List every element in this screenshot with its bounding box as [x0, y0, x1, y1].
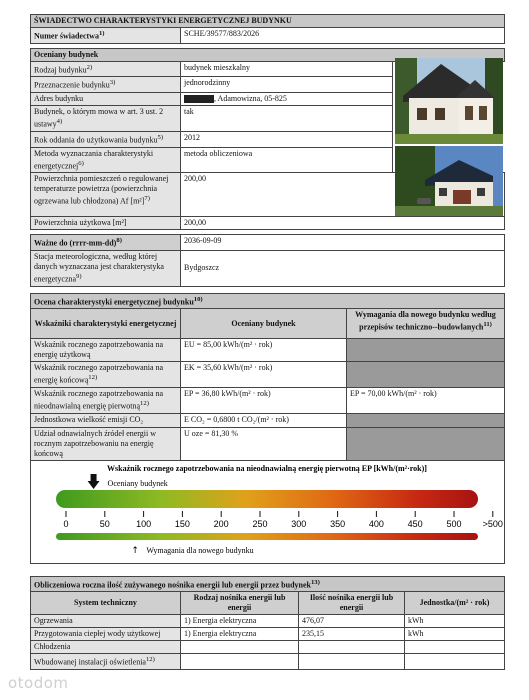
co2-label: Jednostkowa wielkość emisji CO₂	[31, 413, 181, 427]
valid-until-label: Ważne do (rrrr-mm-dd)$^{8)}$	[31, 235, 181, 251]
ep-scale-tick-label: 100	[136, 518, 152, 529]
oze-requirement	[347, 427, 505, 460]
ep-requirement: EP = 70,00 kWh/(m² · rok)	[347, 387, 505, 413]
usage-amount: 476,07	[299, 615, 405, 628]
ep-scale-bar-bottom	[56, 533, 478, 540]
ep-scale-tick-label: 350	[330, 518, 346, 529]
ep-scale-tick-label: 400	[368, 518, 384, 529]
ep-scale-tick-label: 300	[291, 518, 307, 529]
usage-unit: kWh	[405, 615, 505, 628]
certificate-number-label: Numer świadectwa$^{1)}$	[31, 28, 181, 44]
building-method-value: metoda obliczeniowa	[181, 147, 393, 173]
table-row	[31, 641, 505, 654]
table-row	[31, 615, 505, 628]
usage-amount	[299, 654, 405, 670]
table-row	[31, 628, 505, 641]
ep-scale	[31, 461, 504, 563]
building-heated-area-label: Powierzchnia pomieszczeń o regulowanej temperaturze powietrza (powierzchnia ogrzewana lub chłodzona) Af $[m^2]^{7)}$	[31, 173, 181, 217]
ek-value: EK = 35,60 kWh/(m² · rok)	[181, 362, 347, 388]
oze-label: Udział odnawialnych źródeł energii w rocznym zapotrzebowaniu na energię końcową	[31, 427, 181, 460]
usage-amount	[299, 641, 405, 654]
ep-scale-tick-label: 500	[446, 518, 462, 529]
certificate-number-value: SCHE/39577/883/2026	[181, 28, 505, 44]
usage-amount: 235,15	[299, 628, 405, 641]
rating-table	[30, 293, 505, 564]
rating-col-indicators: Wskaźniki charakterystyki energetycznej	[31, 309, 181, 339]
ep-scale-tick-label: 150	[174, 518, 190, 529]
building-usable-area-label: Powierzchnia użytkowa [m²]	[31, 217, 181, 230]
building-address-value: , Adamowizna, 05-825	[181, 92, 393, 105]
eu-label: Wskaźnik rocznego zapotrzebowania na energię użytkową	[31, 339, 181, 362]
building-heated-area-value: 200,00	[181, 173, 505, 217]
ep-scale-tick-label: 200	[213, 518, 229, 529]
building-art3-label: Budynek, o którym mowa w art. 3 ust. 2 ustawy$^{4)}$	[31, 105, 181, 131]
building-art3-value: tak	[181, 105, 393, 131]
rating-col-building: Oceniany budynek	[181, 309, 347, 339]
building-photo-2	[395, 146, 503, 216]
rating-section-title: Ocena charakterystyki energetycznej budynku$^{10)}$	[31, 293, 505, 309]
building-section-title: Oceniany budynek	[31, 48, 505, 61]
station-label: Stacja meteorologiczna, według której danych wyznaczana jest charakterystyka energetyczna$^{9)}$	[31, 250, 181, 286]
usage-unit	[405, 641, 505, 654]
building-type-label: Rodzaj budynku$^{2)}$	[31, 61, 181, 77]
usage-col-carrier: Rodzaj nośnika energii lub energii	[181, 592, 299, 615]
usage-system: Przygotowania ciepłej wody użytkowej	[31, 628, 181, 641]
building-address-label: Adres budynku	[31, 92, 181, 105]
building-usable-area-value: 200,00	[181, 217, 505, 230]
co2-value: E CO₂ = 0,6800 t CO₂/(m² · rok)	[181, 413, 347, 427]
current-building-arrow-icon	[88, 474, 100, 489]
usage-unit: kWh	[405, 628, 505, 641]
ep-scale-title: Wskaźnik rocznego zapotrzebowania na nieodnawialną energię pierwotną EP [kWh/(m²·rok)]	[107, 463, 427, 473]
usage-system: Wbudowanej instalacji oświetlenia$^{12)}$	[31, 654, 181, 670]
ep-scale-tick-label: 50	[99, 518, 110, 529]
building-year-value: 2012	[181, 131, 393, 147]
requirement-arrow-icon: ↑	[131, 545, 139, 556]
co2-requirement	[347, 413, 505, 427]
valid-until-value: 2036-09-09	[181, 235, 505, 251]
usage-table	[30, 576, 505, 670]
usage-col-amount: Ilość nośnika energii lub energii	[299, 592, 405, 615]
address-redaction	[184, 95, 214, 103]
current-building-label: Oceniany budynek	[107, 478, 168, 488]
usage-carrier	[181, 654, 299, 670]
usage-carrier: 1) Energia elektryczna	[181, 615, 299, 628]
building-type-value: budynek mieszkalny	[181, 61, 393, 77]
building-purpose-label: Przeznaczenie budynku$^{3)}$	[31, 77, 181, 93]
ep-scale-graphic	[31, 461, 503, 563]
ek-label: Wskaźnik rocznego zapotrzebowania na energię końcową$^{12)}$	[31, 362, 181, 388]
usage-section-title: Obliczeniowa roczna ilość zużywanego nośnika energii lub energii przez budynek$^{13)}$	[31, 576, 505, 592]
requirement-label: Wymagania dla nowego budynku	[146, 545, 254, 555]
eu-requirement	[347, 339, 505, 362]
certificate-header	[30, 14, 505, 44]
ep-scale-cell	[31, 460, 505, 563]
otodom-watermark: otodom	[8, 674, 69, 692]
ep-scale-tick-label: 0	[63, 518, 69, 529]
current-building-marker	[88, 474, 100, 489]
usage-col-unit: Jednostka/(m² · rok)	[405, 592, 505, 615]
usage-system: Ogrzewania	[31, 615, 181, 628]
validity-table	[30, 234, 505, 286]
ep-label: Wskaźnik rocznego zapotrzebowania na nieodnawialną energię pierwotną$^{12)}$	[31, 387, 181, 413]
building-photo-1	[395, 58, 503, 144]
ep-scale-ticks	[63, 511, 502, 529]
ep-scale-tick-label: >500	[482, 518, 503, 529]
ep-scale-tick-label: 450	[407, 518, 423, 529]
station-value: Bydgoszcz	[181, 250, 505, 286]
certificate-title: ŚWIADECTWO CHARAKTERYSTYKI ENERGETYCZNEJ BUDYNKU	[31, 15, 505, 28]
ek-requirement	[347, 362, 505, 388]
ep-scale-tick-label: 250	[252, 518, 268, 529]
rating-col-requirements: Wymagania dla nowego budynku według przepisów techniczno--budowlanych$^{11)}$	[347, 309, 505, 339]
usage-unit	[405, 654, 505, 670]
ep-scale-bar-top	[56, 490, 478, 508]
building-method-label: Metoda wyznaczania charakterystyki energetycznej$^{6)}$	[31, 147, 181, 173]
usage-carrier: 1) Energia elektryczna	[181, 628, 299, 641]
eu-value: EU = 85,00 kWh/(m² · rok)	[181, 339, 347, 362]
usage-carrier	[181, 641, 299, 654]
oze-value: U oze = 81,30 %	[181, 427, 347, 460]
ep-value: EP = 36,80 kWh/(m² · rok)	[181, 387, 347, 413]
table-row	[31, 654, 505, 670]
usage-system: Chłodzenia	[31, 641, 181, 654]
building-purpose-value: jednorodzinny	[181, 77, 393, 93]
usage-col-system: System techniczny	[31, 592, 181, 615]
building-year-label: Rok oddania do użytkowania budynku$^{5)}$	[31, 131, 181, 147]
